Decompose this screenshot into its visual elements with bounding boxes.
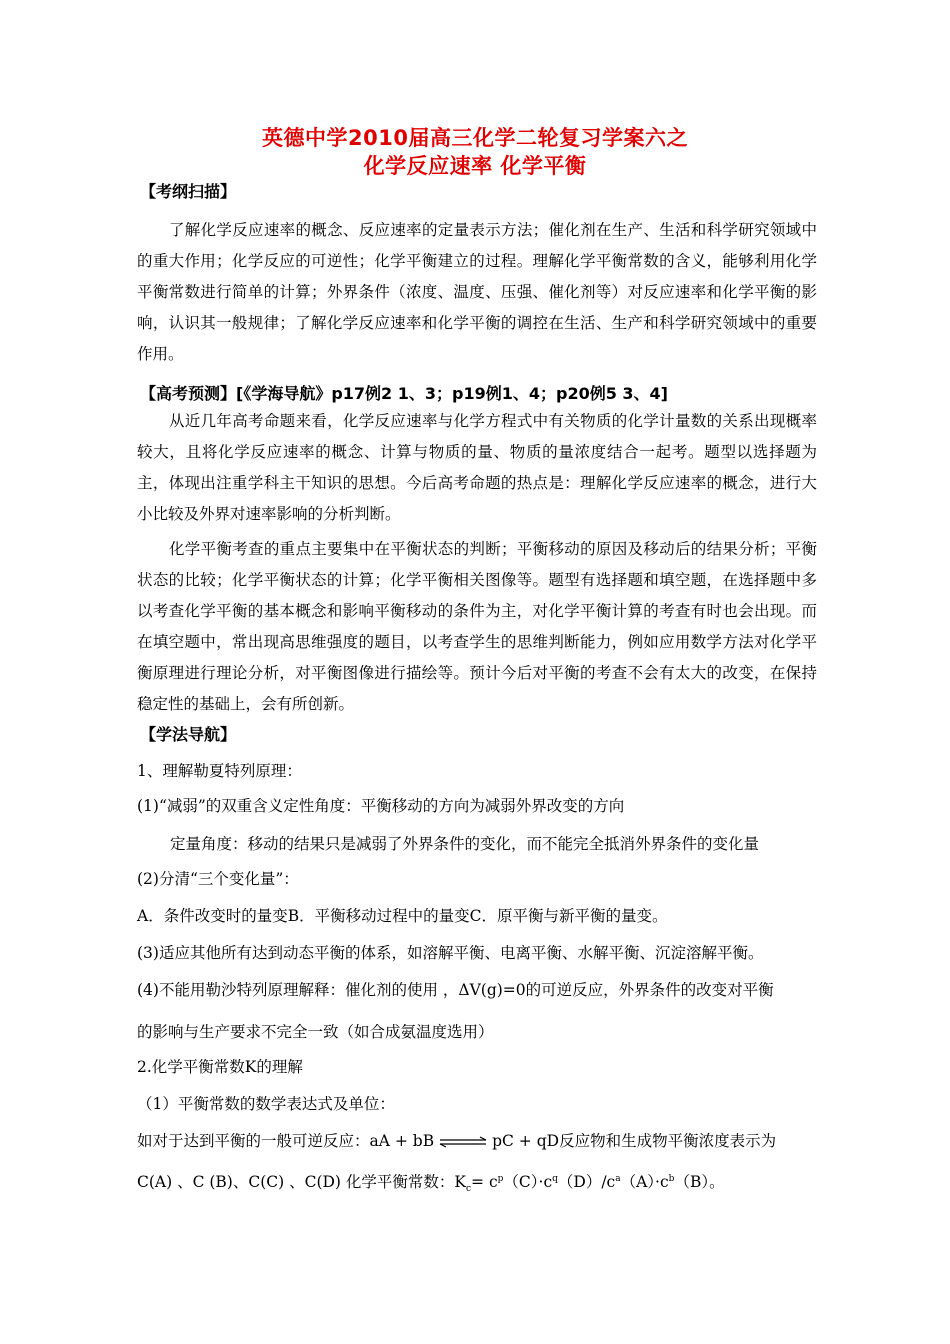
xuefa-line-10: （1）平衡常数的数学表达式及单位： — [137, 1095, 395, 1113]
xuefa-line-6: (3)适应其他所有达到动态平衡的体系，如溶解平衡、电离平衡、水解平衡、沉淀溶解平衡。 — [137, 944, 764, 962]
xuefa-line-7: (4)不能用勒沙特列原理解释：催化剂的使用 ，ΔV(g)=0的可逆反应，外界条件的改变对平衡 — [137, 981, 774, 999]
heading-xuefa: 【学法导航】 — [140, 725, 237, 744]
equation-line — [137, 1129, 776, 1151]
kaogang-paragraph: 了解化学反应速率的概念、反应速率的定量表示方法；催化剂在生产、生活和科学研究领域中的重大作用；化学反应的可逆性；化学平衡建立的过程。理解化学平衡常数的含义，能够利用化学平衡常数进行简单的计算；外界条件（浓度、温度、压强、催化剂等）对反应速率和化学平衡的影响，认识其一般规律；了解化学反应速率和化学平衡的调控在生活、生产和科学研究领域中的重要作用。 — [137, 221, 817, 363]
xuefa-line-8: 的影响与生产要求不完全一致（如合成氨温度选用） — [137, 1023, 494, 1041]
heading-kaogang: 【考纲扫描】 — [140, 182, 237, 201]
equilibrium-arrow-icon — [438, 1136, 488, 1148]
xuefa-line-5: A．条件改变时的量变B．平衡移动过程中的量变C．原平衡与新平衡的量变。 — [137, 907, 668, 925]
title-line-1: 英德中学2010届高三化学二轮复习学案六之 — [262, 126, 688, 150]
heading-gaokao: 【高考预测】[《学海导航》p17例2 1、3；p19例1、4；p20例5 3、4] — [140, 384, 668, 403]
xuefa-line-4: (2)分清“三个变化量”： — [137, 870, 299, 888]
gaokao-paragraph-1: 从近几年高考命题来看，化学反应速率与化学方程式中有关物质的化学计量数的关系出现概率较大，且将化学反应速率的概念、计算与物质的量、物质的量浓度结合一起考。题型以选择题为主，体现出注重学科主干知识的思想。今后高考命题的热点是：理解化学反应速率的概念，进行大小比较及外界对速率影响的分析判断。 — [137, 412, 817, 523]
xuefa-line-3: 定量角度：移动的结果只是减弱了外界条件的变化，而不能完全抵消外界条件的变化量 — [170, 835, 760, 853]
title-line-2: 化学反应速率 化学平衡 — [363, 154, 587, 178]
equilibrium-constant-line: C(A) 、C (B)、C(C) 、C(D) 化学平衡常数：$K_c= c^p(C)\cdot c^q(D)/c^a(A)\cdot c^b(B)$。 — [137, 1173, 725, 1195]
equation-left: 如对于达到平衡的一般可逆反应：aA + bB — [137, 1132, 435, 1150]
xuefa-line-1: 1、理解勒夏特列原理： — [137, 762, 302, 780]
equation-right: pC + qD反应物和生成物平衡浓度表示为 — [492, 1132, 777, 1150]
xuefa-line-9: 2.化学平衡常数K的理解 — [137, 1058, 303, 1076]
xuefa-line-2: (1)“减弱”的双重含义定性角度：平衡移动的方向为减弱外界改变的方向 — [137, 797, 625, 815]
gaokao-paragraph-2: 化学平衡考查的重点主要集中在平衡状态的判断；平衡移动的原因及移动后的结果分析；平衡状态的比较；化学平衡状态的计算；化学平衡相关图像等。题型有选择题和填空题，在选择题中多以考查化学平衡的基本概念和影响平衡移动的条件为主，对化学平衡计算的考查有时也会出现。而在填空题中，常出现高思维强度的题目，以考查学生的思维判断能力，例如应用数学方法对化学平衡原理进行理论分析，对平衡图像进行描绘等。预计今后对平衡的考查不会有太大的改变，在保持稳定性的基础上，会有所创新。 — [137, 540, 817, 713]
